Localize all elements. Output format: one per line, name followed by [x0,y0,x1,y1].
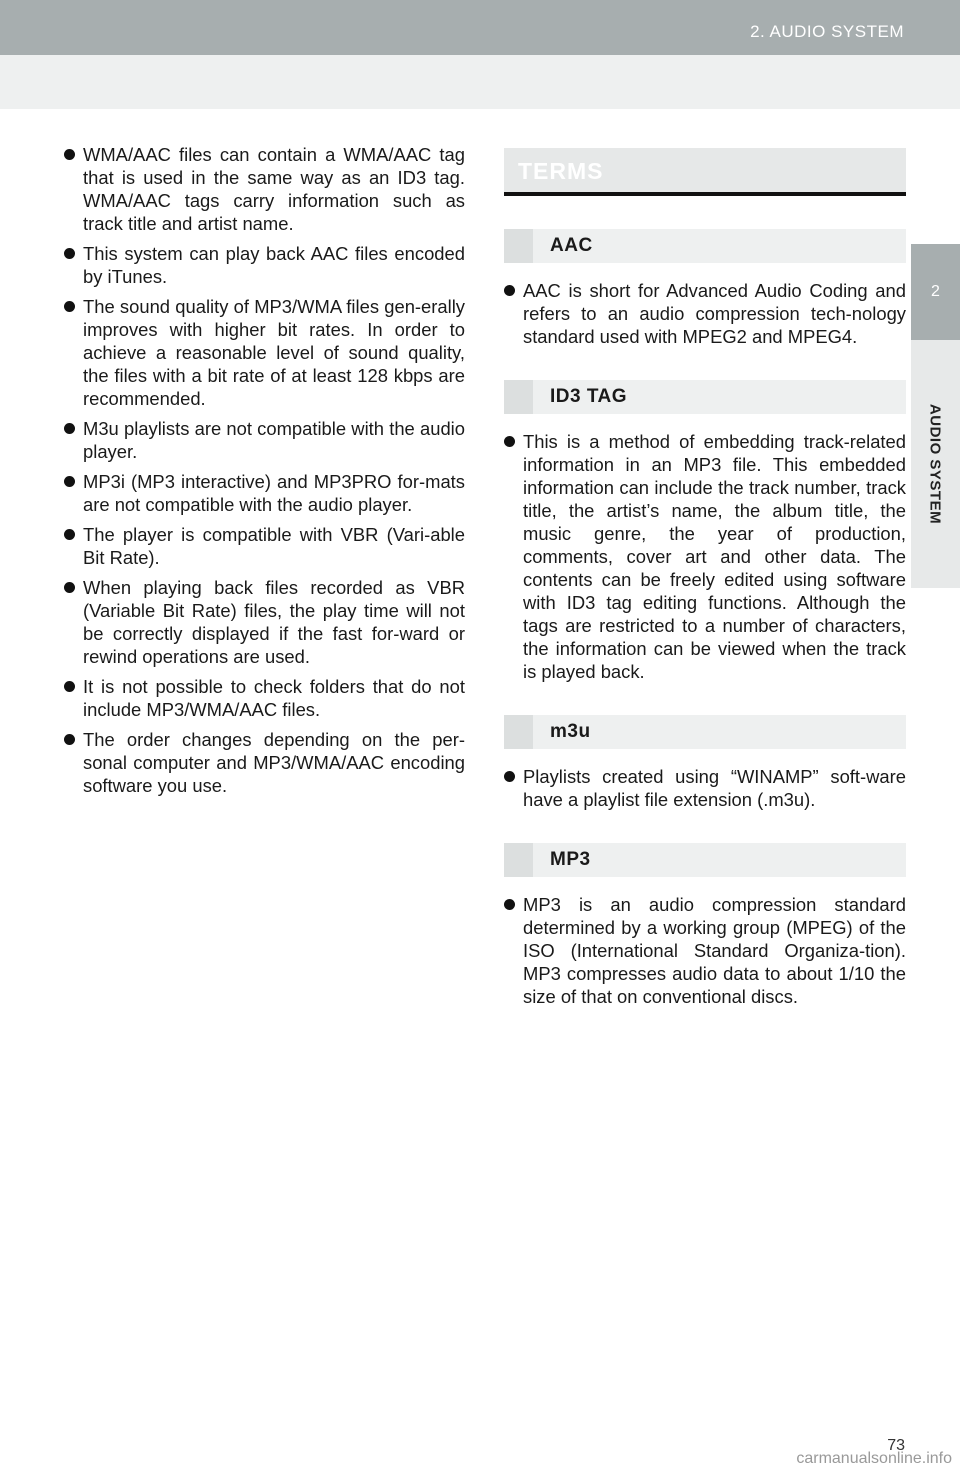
bullet-icon [504,436,515,447]
bullet-icon [64,248,75,259]
list-item: WMA/AAC files can contain a WMA/AAC tag that is used in the same way as an ID3 tag. WMA/AAC tags carry information such as track title and artist name. [64,143,465,235]
bullet-icon [504,899,515,910]
term-heading-aac: AAC [504,229,906,263]
header-band [0,55,960,109]
term-definition-id3-tag [504,430,906,683]
list-item: The player is compatible with VBR (Vari-able Bit Rate). [64,523,465,569]
chapter-tab-label[interactable] [911,340,960,588]
page-number: 73 [887,1437,905,1454]
term-definition-aac [504,279,906,348]
chapter-tab-number[interactable]: 2 [911,244,960,340]
heading-marker [504,229,533,263]
notes-list [64,143,465,797]
watermark: carmanualsonline.info [796,1450,952,1467]
terms-column [504,148,906,1015]
left-column [64,143,465,804]
terms-title: TERMS [518,158,604,184]
term-definition-mp3 [504,893,906,1008]
term-heading-id3-tag: ID3 TAG [504,380,906,414]
list-item: The order changes depending on the per-sonal computer and MP3/WMA/AAC encoding software you use. [64,728,465,797]
heading-marker [504,843,533,877]
chapter-tab-text: AUDIO SYSTEM [926,403,944,525]
term-heading-mp3: MP3 [504,843,906,877]
terms-header [504,148,906,196]
bullet-icon [64,301,75,312]
list-item: MP3i (MP3 interactive) and MP3PRO for-mats are not compatible with the audio player. [64,470,465,516]
term-definition-m3u [504,765,906,811]
list-item: M3u playlists are not compatible with the audio player. [64,417,465,463]
list-item: It is not possible to check folders that do not include MP3/WMA/AAC files. [64,675,465,721]
list-item: This system can play back AAC files encoded by iTunes. [64,242,465,288]
heading-marker [504,380,533,414]
section-title: 2. AUDIO SYSTEM [750,22,904,41]
bullet-icon [64,149,75,160]
list-item: AAC is short for Advanced Audio Coding and refers to an audio compression tech-nology standard used with MPEG2 and MPEG4. [504,279,906,348]
term-heading-m3u: m3u [504,715,906,749]
bullet-icon [64,582,75,593]
bullet-icon [64,681,75,692]
bullet-icon [64,734,75,745]
list-item: MP3 is an audio compression standard determined by a working group (MPEG) of the ISO (International Standard Organiza-tion). MP3 compresses audio data to about 1/10 the size of that on conventional discs. [504,893,906,1008]
list-item: This is a method of embedding track-related information in an MP3 file. This embedded information can include the track number, track title, the artist’s name, the album title, the music genre, the year of production, comments, cover art and other data. The contents can be freely edited using software with ID3 tag editing functions. Although the tags are restricted to a number of characters, the information can be viewed when the track is played back. [504,430,906,683]
list-item: The sound quality of MP3/WMA files gen-erally improves with higher bit rates. In order to achieve a reasonable level of sound quality, the files with a bit rate of at least 128 kbps are recommended. [64,295,465,410]
bullet-icon [504,285,515,296]
heading-marker [504,715,533,749]
page-header [0,0,960,55]
bullet-icon [64,423,75,434]
bullet-icon [64,476,75,487]
bullet-icon [504,771,515,782]
list-item: When playing back files recorded as VBR (Variable Bit Rate) files, the play time will not be correctly displayed if the fast for-ward or rewind operations are used. [64,576,465,668]
list-item: Playlists created using “WINAMP” soft-ware have a playlist file extension (.m3u). [504,765,906,811]
bullet-icon [64,529,75,540]
